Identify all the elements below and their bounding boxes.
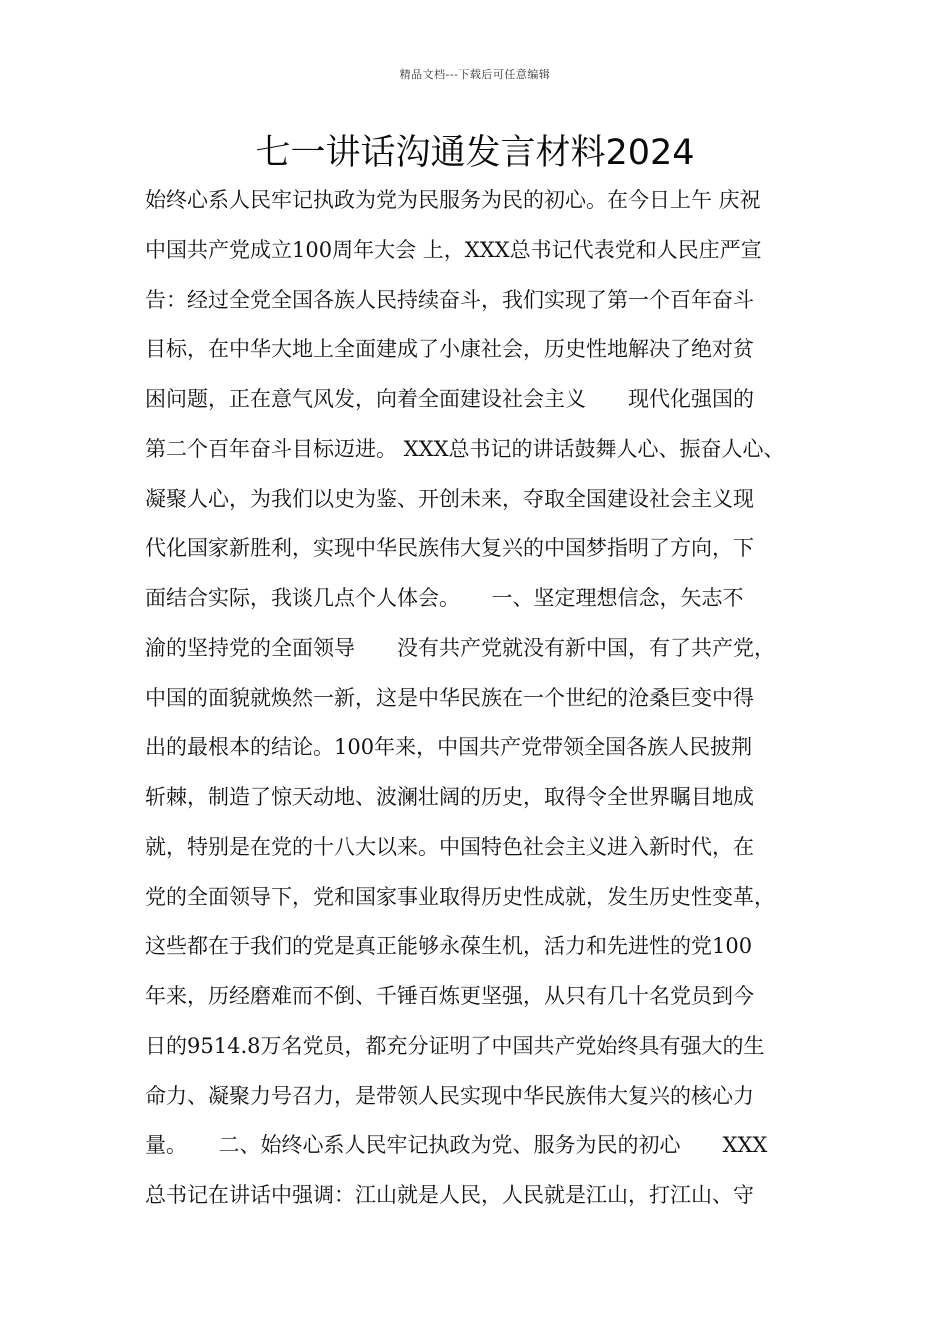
body-line: 凝聚人心，为我们以史为鉴、开创未来，夺取全国建设社会主义现 — [145, 486, 754, 511]
body-line: 目标，在中华大地上全面建成了小康社会，历史性地解决了绝对贫 — [145, 337, 754, 362]
page-header: 精品文档---下载后可任意编辑 — [399, 68, 551, 81]
body-line: 出的最根本的结论。100年来，中国共产党带领全国各族人民披荆 — [145, 735, 753, 760]
body-line: 中国共产党成立100周年大会 上，XXX总书记代表党和人民庄严宣 — [145, 237, 762, 262]
body-line: 这些都在于我们的党是真正能够永葆生机，活力和先进性的党100 — [145, 934, 753, 959]
body-line: 总书记在讲话中强调：江山就是人民，人民就是江山，打江山、守 — [145, 1183, 754, 1207]
body-line: 就，特别是在党的十八大以来。中国特色社会主义进入新时代，在 — [145, 834, 754, 859]
body-line: 代化国家新胜利，实现中华民族伟大复兴的中国梦指明了方向，下 — [145, 536, 754, 561]
body-line: 困问题，正在意气风发，向着全面建设社会主义 现代化强国的 — [145, 387, 754, 411]
document-body — [145, 176, 835, 1221]
body-line: 面结合实际，我谈几点个人体会。 一、坚定理想信念，矢志不 — [145, 586, 744, 610]
body-line: 命力、凝聚力号召力，是带领人民实现中华民族伟大复兴的核心力 — [145, 1083, 754, 1108]
body-line: 量。 二、始终心系人民牢记执政为党、服务为民的初心 XXX — [145, 1133, 768, 1158]
body-line: 第二个百年奋斗目标迈进。 XXX总书记的讲话鼓舞人心、振奋人心、 — [145, 436, 785, 461]
body-line: 中国的面貌就焕然一新，这是中华民族在一个世纪的沧桑巨变中得 — [145, 685, 754, 710]
body-line: 日的9514.8万名党员，都充分证明了中国共产党始终具有强大的生 — [145, 1033, 765, 1058]
body-line: 党的全面领导下，党和国家事业取得历史性成就，发生历史性变革， — [145, 884, 775, 909]
body-line: 告：经过全党全国各族人民持续奋斗，我们实现了第一个百年奋斗 — [145, 287, 754, 312]
body-line: 斩棘，制造了惊天动地、波澜壮阔的历史，取得令全世界瞩目地成 — [145, 785, 754, 809]
body-line: 始终心系人民牢记执政为党为民服务为民的初心。在今日上午 庆祝 — [145, 188, 761, 212]
body-line: 渝的坚持党的全面领导 没有共产党就没有新中国，有了共产党， — [145, 635, 775, 660]
body-line: 年来，历经磨难而不倒、千锤百炼更坚强，从只有几十名党员到今 — [145, 984, 754, 1008]
document-title: 七一讲话沟通发言材料2024 — [255, 133, 695, 173]
